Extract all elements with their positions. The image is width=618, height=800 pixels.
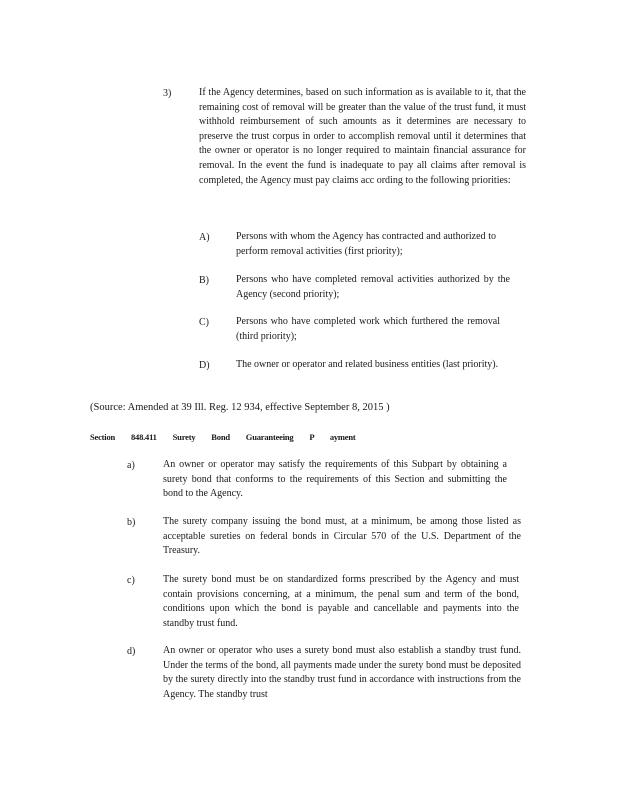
subitem-text: The owner or operator and related business entities (last priority). bbox=[236, 359, 499, 370]
item-text: If the Agency determines, based on such information as is available to it, that the remaining cost of removal will be greater than the value of the trust fund, it must withhold reimbursement of such amounts as it determines are necessary to preserve the trust corpus in order to accomplish removal until it determines that the owner or operator is no longer required to maintain financial assurance for removal. In the event the fund is inadequate to pay all claims after removal is completed, the Agency must pay claims acc ording to the following priorities: bbox=[199, 87, 526, 186]
subitem-label: C) bbox=[199, 317, 209, 328]
section-item-label: b) bbox=[127, 517, 136, 528]
subitem-label: A) bbox=[199, 232, 210, 243]
subitem-text: Persons who have completed removal activities authorized by the Agency (second priority); bbox=[236, 274, 510, 300]
subitem-label: B) bbox=[199, 275, 209, 286]
source-note: (Source: Amended at 39 Ill. Reg. 12 934, effective September 8, 2015 ) bbox=[90, 402, 390, 413]
section-item-label: c) bbox=[127, 575, 135, 586]
subitem-text: Persons with whom the Agency has contracted and authorized to perform removal activities (first priority); bbox=[236, 231, 496, 257]
section-item-text: The surety bond must be on standardized forms prescribed by the Agency and must contain provisions concerning, at a minimum, the penal sum and term of the bond, conditions upon which the bond is payable and cancellable and payments into the standby trust fund. bbox=[163, 574, 519, 629]
section-item-text: An owner or operator who uses a surety bond must also establish a standby trust fund. Under the terms of the bond, all payments made under the surety bond must be deposited by the surety directly into the standby trust fund in accordance with instructions from the Agency. The standby trust bbox=[163, 645, 521, 700]
subitem-label: D) bbox=[199, 360, 210, 371]
subitem-text: Persons who have completed work which furthered the removal (third priority); bbox=[236, 316, 500, 342]
section-item-text: The surety company issuing the bond must, at a minimum, be among those listed as acceptable sureties on federal bonds in Circular 570 of the U.S. Department of the Treasury. bbox=[163, 516, 521, 557]
section-item-label: a) bbox=[127, 460, 135, 471]
section-item-label: d) bbox=[127, 646, 136, 657]
section-heading: Section 848.411 Surety Bond Guaranteeing P ayment bbox=[90, 432, 356, 442]
item-label: 3) bbox=[163, 88, 172, 99]
section-item-text: An owner or operator may satisfy the requirements of this Subpart by obtaining a surety bond that conforms to the requirements of this Section and submitting the bond to the Agency. bbox=[163, 459, 507, 500]
